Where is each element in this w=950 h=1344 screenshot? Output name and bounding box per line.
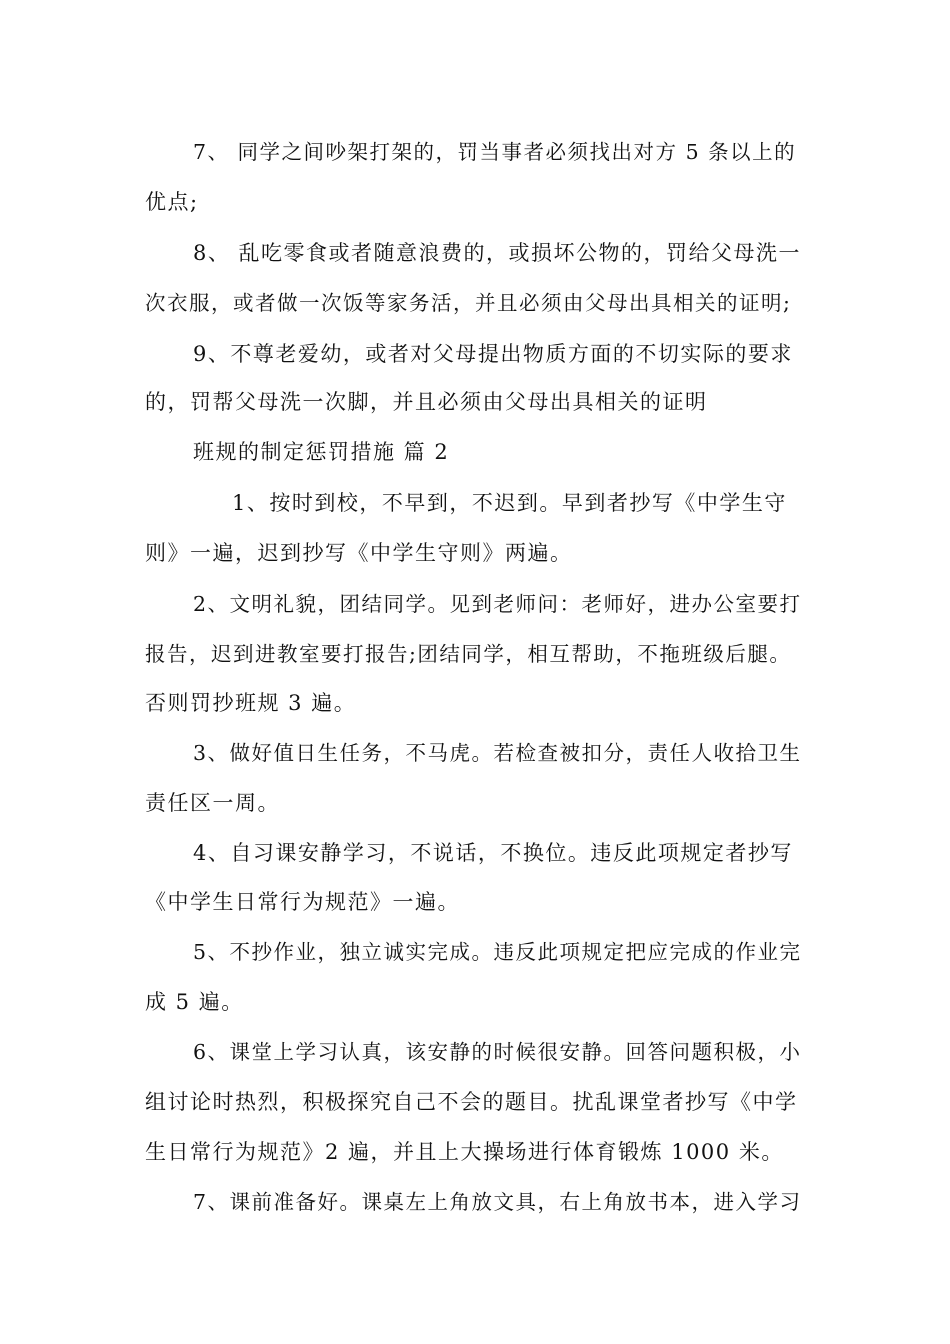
text-line: 8、 乱吃零食或者随意浪费的，或损坏公物的，罚给父母洗一 [193,241,802,265]
text-line: 优点; [145,190,199,214]
text-line: 组讨论时热烈，积极探究自己不会的题目。扰乱课堂者抄写《中学 [145,1090,798,1114]
text-line: 报告，迟到进教室要打报告;团结同学，相互帮助，不拖班级后腿。 [145,642,792,666]
text-line: 次衣服，或者做一次饭等家务活，并且必须由父母出具相关的证明; [145,291,792,315]
text-line: 生日常行为规范》2 遍，并且上大操场进行体育锻炼 1000 米。 [145,1140,784,1164]
text-line: 则》一遍，迟到抄写《中学生守则》两遍。 [145,541,573,565]
text-line: 5、不抄作业，独立诚实完成。违反此项规定把应完成的作业完 [193,940,802,964]
text-line: 责任区一周。 [145,791,280,815]
text-line: 6、课堂上学习认真，该安静的时候很安静。回答问题积极，小 [193,1040,802,1064]
section-heading: 班规的制定惩罚措施 篇 2 [193,440,450,464]
text-line: 1、按时到校，不早到，不迟到。早到者抄写《中学生守 [232,491,787,515]
text-line: 7、 同学之间吵架打架的，罚当事者必须找出对方 5 条以上的 [193,140,797,164]
text-line: 成 5 遍。 [145,990,244,1014]
text-line: 否则罚抄班规 3 遍。 [145,691,357,715]
text-line: 3、做好值日生任务，不马虎。若检查被扣分，责任人收拾卫生 [193,741,802,765]
text-line: 9、不尊老爱幼，或者对父母提出物质方面的不切实际的要求 [193,342,793,366]
text-line: 7、课前准备好。课桌左上角放文具，右上角放书本，进入学习 [193,1190,802,1214]
text-line: 4、自习课安静学习，不说话，不换位。违反此项规定者抄写 [193,841,793,865]
text-line: 2、文明礼貌，团结同学。见到老师问：老师好，进办公室要打 [193,592,802,616]
text-line: 《中学生日常行为规范》一遍。 [145,890,460,914]
text-line: 的，罚帮父母洗一次脚，并且必须由父母出具相关的证明 [145,390,708,414]
